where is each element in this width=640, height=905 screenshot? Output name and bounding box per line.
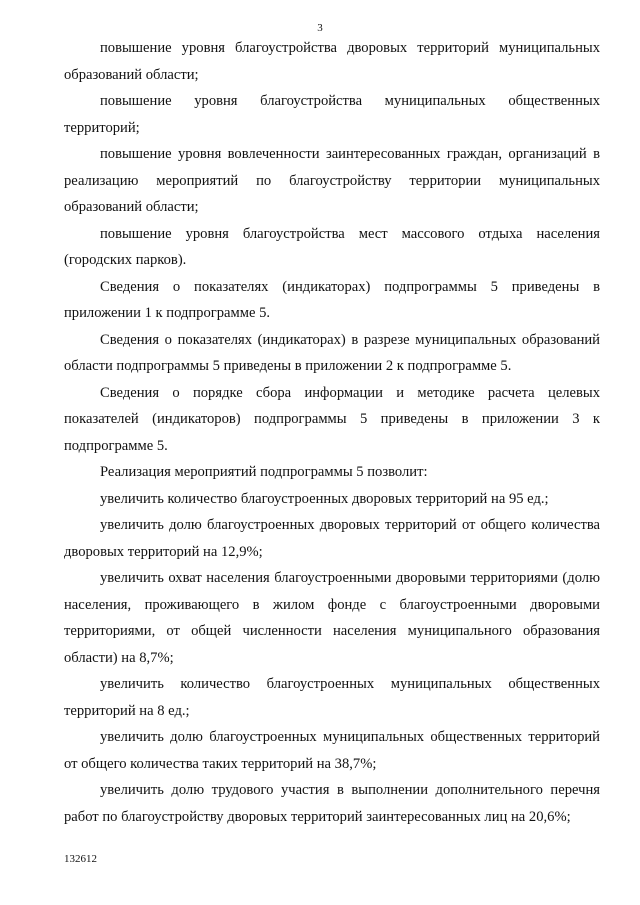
paragraph: Сведения о показателях (индикаторах) в разрезе муниципальных образований области подпрограммы 5 приведены в приложении 2 к подпрограмме 5. (64, 331, 600, 374)
page-number: 3 (317, 22, 323, 34)
paragraph: увеличить долю благоустроенных дворовых территорий от общего количества дворовых территорий на 12,9%; (64, 517, 600, 560)
paragraph: Сведения о порядке сбора информации и методике расчета целевых показателей (индикаторов) подпрограммы 5 приведены в приложении 3 к подпрограмме 5. (64, 384, 600, 454)
document-code: 132612 (64, 853, 97, 865)
paragraph: повышение уровня благоустройства муниципальных общественных территорий; (64, 93, 600, 136)
paragraph: увеличить охват населения благоустроенными дворовыми территориями (долю населения, проживающего в жилом фонде с благоустроенными дворовыми территориями, от общей численности населения муниципального образования области) на 8,7%; (64, 570, 600, 666)
paragraph: увеличить долю трудового участия в выполнении дополнительного перечня работ по благоустройству дворовых территорий заинтересованных лиц на 20,6%; (64, 782, 600, 825)
paragraph: повышение уровня вовлеченности заинтересованных граждан, организаций в реализацию мероприятий по благоустройству территории муниципальных образований области; (64, 146, 600, 215)
paragraph: увеличить количество благоустроенных муниципальных общественных территорий на 8 ед.; (64, 676, 600, 719)
paragraph: увеличить долю благоустроенных муниципальных общественных территорий от общего количества таких территорий на 38,7%; (64, 729, 600, 772)
paragraph: Реализация мероприятий подпрограммы 5 позволит: (100, 464, 428, 480)
paragraph: увеличить количество благоустроенных дворовых территорий на 95 ед.; (100, 490, 549, 507)
paragraph: повышение уровня благоустройства дворовых территорий муниципальных образований области; (64, 40, 600, 83)
paragraph: повышение уровня благоустройства мест массового отдыха населения (городских парков). (64, 225, 600, 268)
document-body (64, 35, 600, 830)
paragraph: Сведения о показателях (индикаторах) подпрограммы 5 приведены в приложении 1 к подпрограмме 5. (64, 278, 600, 321)
